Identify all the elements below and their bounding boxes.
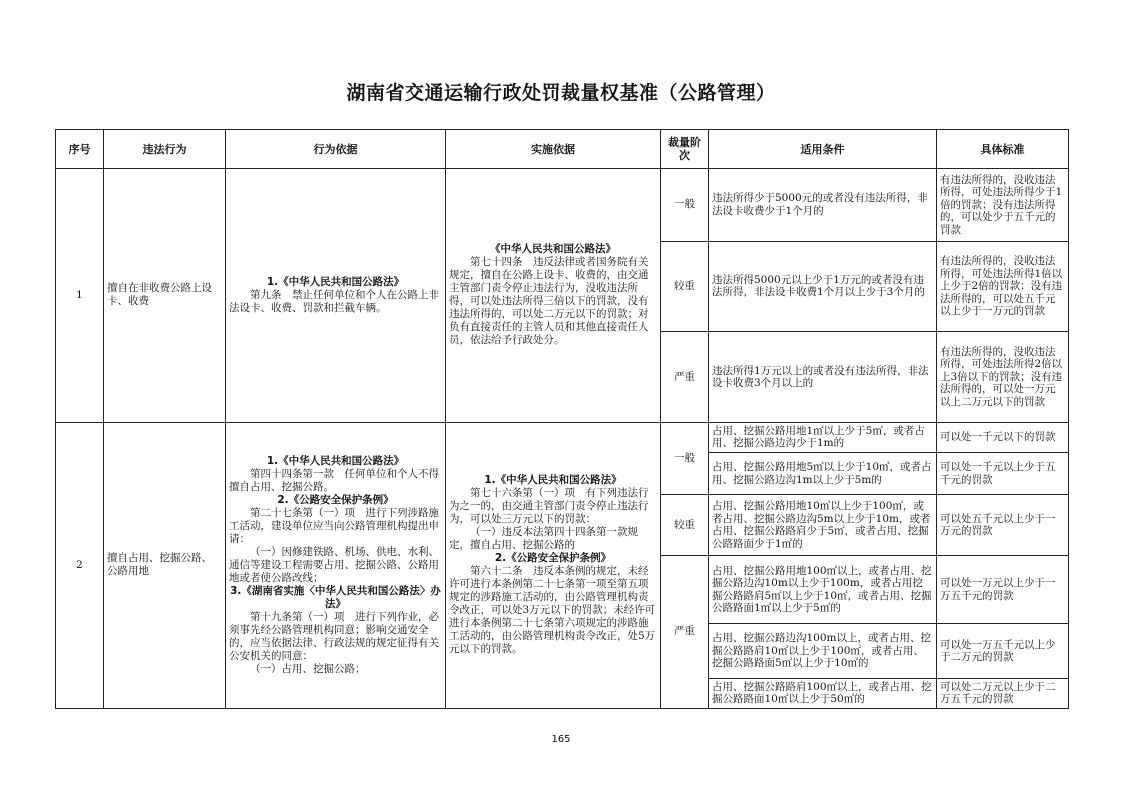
- level-cell: 较重: [661, 495, 709, 555]
- basis-paragraph: 第九条 禁止任何单位和个人在公路上非法设卡、收费、罚款和拦截车辆。: [229, 288, 439, 314]
- row-implementation: [446, 422, 661, 708]
- row-violation: 擅自在非收费公路上设卡、收费: [104, 169, 226, 423]
- header-level: 裁量阶次: [661, 130, 709, 169]
- standard-cell: 可以处二万元以上少于二万五千元的罚款: [937, 678, 1069, 708]
- level-cell: 一般: [661, 169, 709, 242]
- page-title: 湖南省交通运输行政处罚裁量权基准（公路管理）: [346, 82, 776, 104]
- row-implementation: [446, 169, 661, 423]
- standard-cell: 可以处一千元以上少于五千元的罚款: [937, 453, 1069, 495]
- header-implementation: 实施依据: [446, 130, 661, 169]
- level-cell: 严重: [661, 555, 709, 708]
- standard-cell: 有违法所得的，没收违法所得，可处违法所得2倍以上3倍以下的罚款；没有违法所得的，可以处一万元以上二万元以下的罚款: [937, 332, 1069, 423]
- condition-cell: 占用、挖掘公路路肩100㎡以上，或者占用、挖掘公路路面10㎡以上少于50㎡的: [709, 678, 937, 708]
- header-condition: 适用条件: [709, 130, 937, 169]
- basis-paragraph: （一）因修建铁路、机场、供电、水利、通信等建设工程需要占用、挖掘公路、公路用地或者使公路改线；: [229, 545, 439, 584]
- condition-cell: 违法所得5000元以上少于1万元的或者没有违法所得，非法设卡收费1个月以上少于3个月的: [709, 241, 937, 332]
- table-header-row: [56, 130, 1069, 169]
- standard-cell: 有违法所得的，没收违法所得，可处违法所得少于1倍的罚款；没有违法所得的，可以处少于五千元的罚款: [937, 169, 1069, 242]
- basis-paragraph: 第二十七条第（一）项 进行下列涉路施工活动，建设单位应当向公路管理机构提出申请：: [229, 506, 439, 545]
- condition-cell: 违法所得1万元以上的或者没有违法所得，非法设卡收费3个月以上的: [709, 332, 937, 423]
- level-cell: 一般: [661, 422, 709, 495]
- basis-heading: 3.《湖南省实施〈中华人民共和国公路法〉办法》: [230, 584, 441, 610]
- condition-cell: 占用、挖掘公路用地5㎡以上少于10㎡，或者占用、挖掘公路边沟1m以上少于5m的: [709, 453, 937, 495]
- level-cell: 严重: [661, 332, 709, 423]
- table-row: [56, 422, 1069, 452]
- implementation-heading: 2.《公路安全保护条例》: [494, 552, 612, 565]
- condition-cell: 占用、挖掘公路边沟100m以上，或者占用、挖掘公路路肩10㎡以上少于100㎡，或者占用、挖掘公路路面5㎡以上少于10㎡的: [709, 624, 937, 678]
- row-basis: [226, 422, 446, 708]
- condition-cell: 违法所得少于5000元的或者没有违法所得，非法设卡收费少于1个月的: [709, 169, 937, 242]
- implementation-paragraph: （一）违反本法第四十四条第一款规定，擅自占用、挖掘公路的: [449, 526, 638, 552]
- implementation-paragraph: 第六十二条 违反本条例的规定，未经许可进行本条例第二十七条第一项至第五项规定的涉路施工活动的，由公路管理机构责令改正，可以处3万元以下的罚款；未经许可进行本条例第二十七条第六项规定的涉路施工活动的，由公路管理机构责令改正，处5万元以下的罚款。: [449, 565, 656, 656]
- level-cell: 较重: [661, 241, 709, 332]
- standard-cell: 可以处一千元以下的罚款: [937, 422, 1069, 452]
- condition-cell: 占用、挖掘公路用地1㎡以上少于5㎡，或者占用、挖掘公路边沟少于1m的: [709, 422, 937, 452]
- standard-cell: 可以处一万五千元以上少于二万元的罚款: [937, 624, 1069, 678]
- implementation-heading: 1.《中华人民共和国公路法》: [484, 474, 622, 487]
- standard-cell: 可以处一万元以上少于一万五千元的罚款: [937, 555, 1069, 624]
- header-violation: 违法行为: [104, 130, 226, 169]
- row-violation: 擅自占用、挖掘公路、公路用地: [104, 422, 226, 708]
- implementation-heading: 《中华人民共和国公路法》: [490, 243, 616, 256]
- table-row: [56, 169, 1069, 242]
- condition-cell: 占用、挖掘公路用地10㎡以上少于100㎡，或者占用、挖掘公路边沟5m以上少于10m，或者占用、挖掘公路路肩少于5㎡，或者占用、挖掘公路路面少于1㎡的: [709, 495, 937, 555]
- page-number: 165: [551, 734, 571, 745]
- basis-heading: 2.《公路安全保护条例》: [277, 493, 394, 506]
- header-no: 序号: [56, 130, 104, 169]
- basis-paragraph: 第十九条第（一）项 进行下列作业，必须事先经公路管理机构同意；影响交通安全的，应当依据法律、行政法规的规定征得有关公安机关的同意：: [229, 610, 439, 662]
- row-basis: [226, 169, 446, 423]
- basis-heading: 1.《中华人民共和国公路法》: [266, 454, 405, 467]
- penalty-standards-table: [55, 129, 1069, 709]
- basis-paragraph: （一）占用、挖掘公路；: [250, 662, 366, 675]
- condition-cell: 占用、挖掘公路用地100㎡以上，或者占用、挖掘公路边沟10m以上少于100m，或者占用挖掘公路路肩5㎡以上少于10㎡，或者占用、挖掘公路路面1㎡以上少于5㎡的: [709, 555, 937, 624]
- standard-cell: 有违法所得的，没收违法所得，可处违法所得1倍以上少于2倍的罚款；没有违法所得的，可以处五千元以上少于一万元的罚款: [937, 241, 1069, 332]
- row-no: 1: [56, 169, 104, 423]
- implementation-paragraph: 第七十六条第（一）项 有下列违法行为之一的，由交通主管部门责令停止违法行为，可以处三万元以下的罚款：: [449, 487, 649, 526]
- implementation-paragraph: 第七十四条 违反法律或者国务院有关规定，擅自在公路上设卡、收费的，由交通主管部门责令停止违法行为，没收违法所得，可以处违法所得三倍以下的罚款，没有违法所得的，可以处二万元以下的罚款；对负有直接责任的主管人员和其他直接责任人员，依法给予行政处分。: [449, 256, 649, 347]
- basis-paragraph: 第四十四条第一款 任何单位和个人不得擅自占用、挖掘公路。: [229, 467, 439, 493]
- row-no: 2: [56, 422, 104, 708]
- header-standard: 具体标准: [937, 130, 1069, 169]
- standard-cell: 可以处五千元以上少于一万元的罚款: [937, 495, 1069, 555]
- header-basis: 行为依据: [226, 130, 446, 169]
- basis-heading: 1.《中华人民共和国公路法》: [266, 275, 405, 288]
